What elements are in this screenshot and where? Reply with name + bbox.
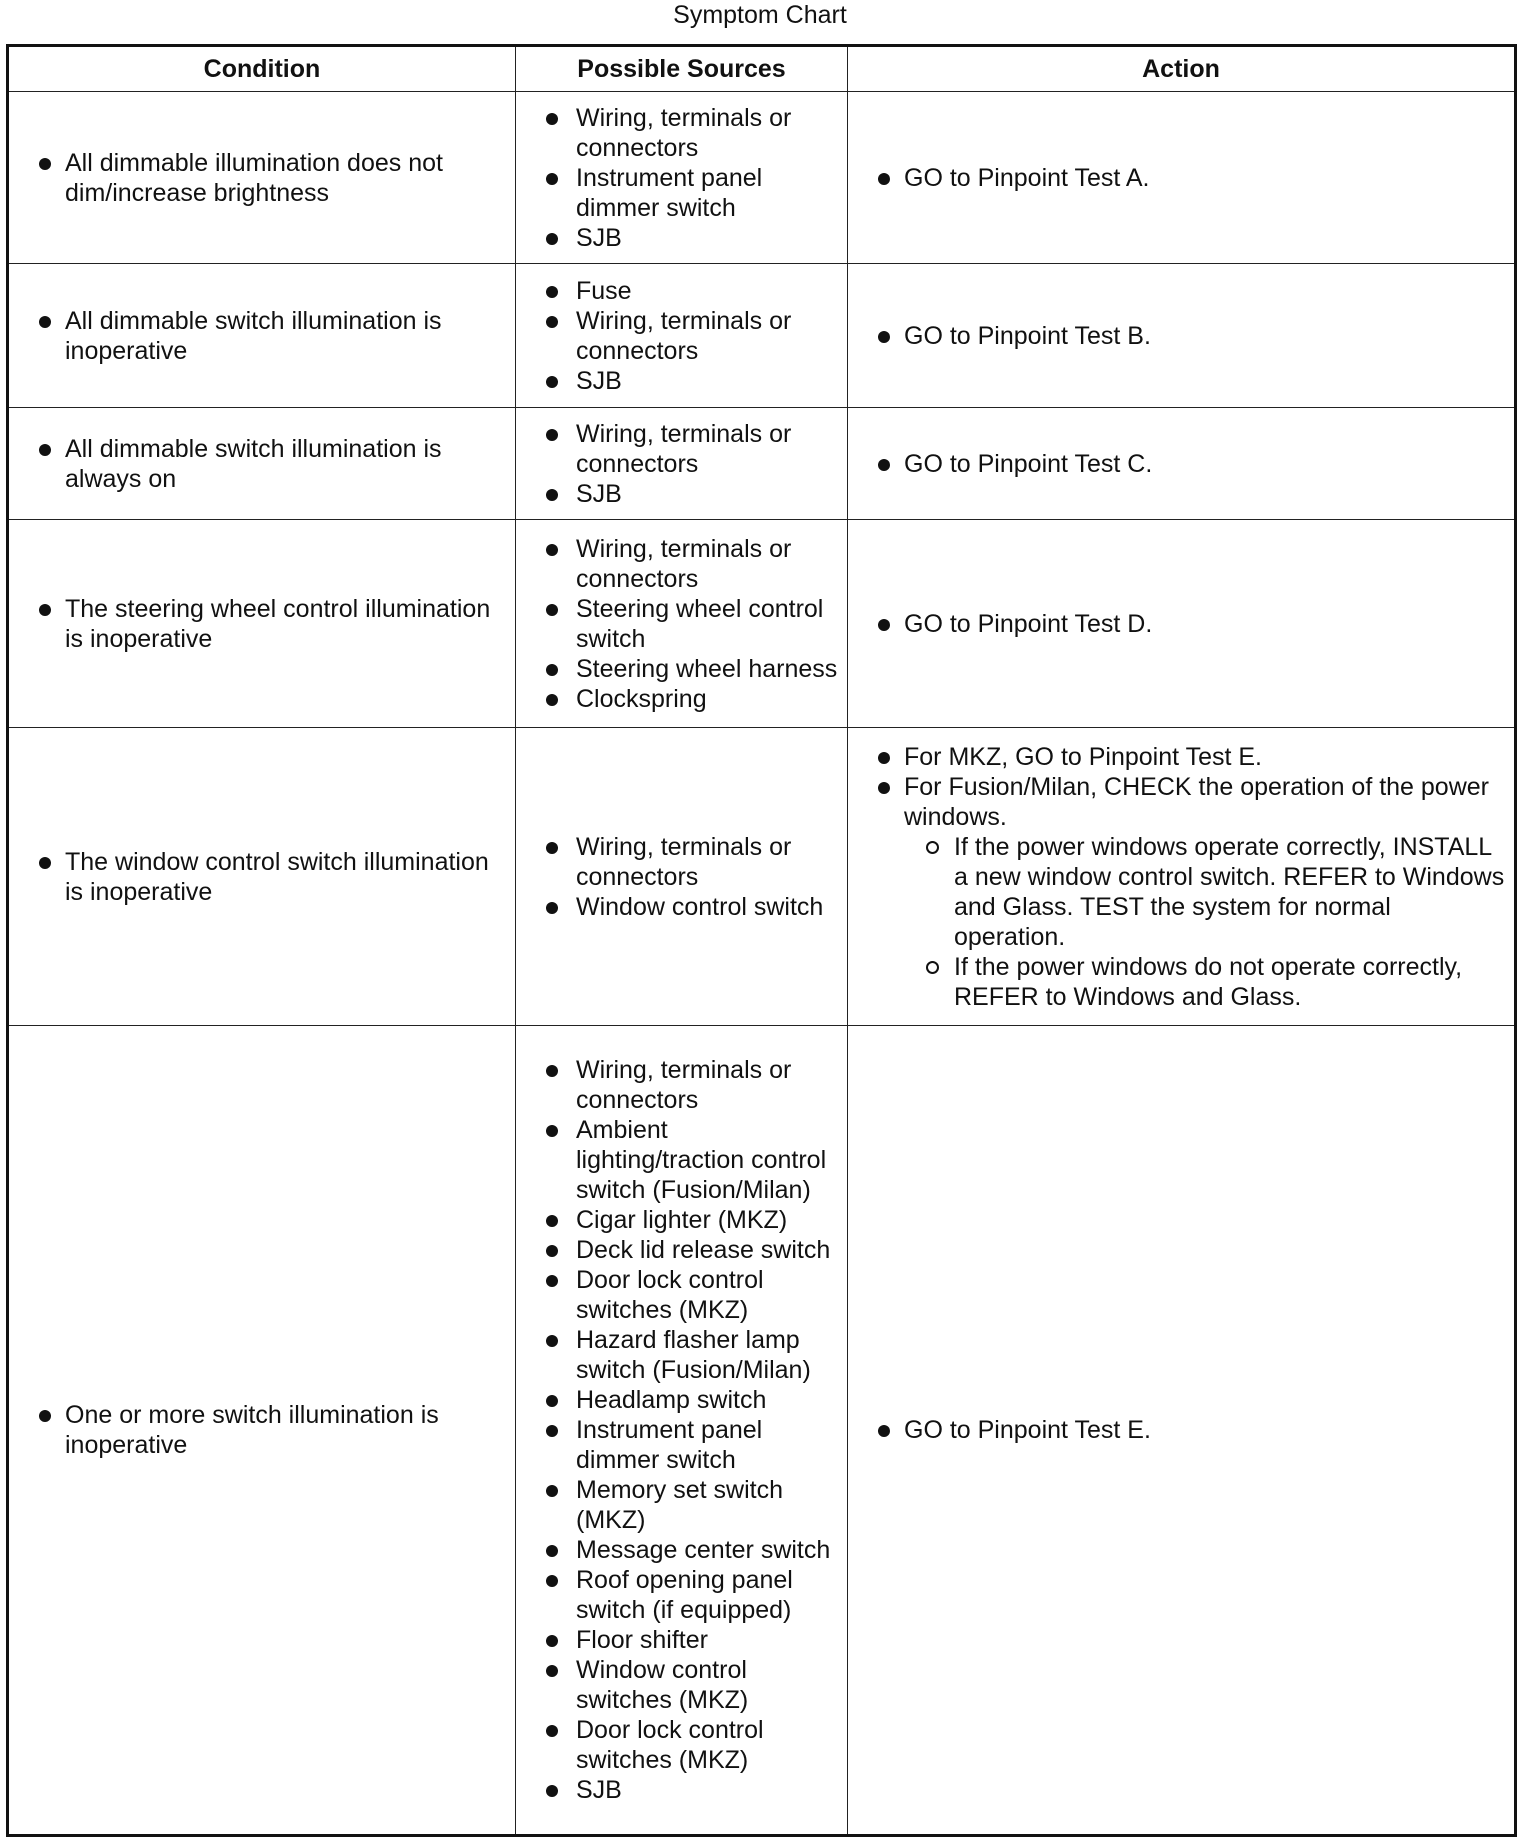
source-item: Wiring, terminals or connectors — [524, 419, 839, 479]
source-item: Fuse — [524, 276, 839, 306]
table-body — [8, 92, 1516, 1836]
source-item: Deck lid release switch — [524, 1235, 839, 1265]
source-item: Wiring, terminals or connectors — [524, 103, 839, 163]
source-item: Door lock control switches (MKZ) — [524, 1265, 839, 1325]
chart-title: Symptom Chart — [673, 1, 847, 29]
source-item: Instrument panel dimmer switch — [524, 163, 839, 223]
action-subitem: If the power windows do not operate correctly, REFER to Windows and Glass. — [904, 952, 1506, 1012]
sources-cell — [516, 1026, 848, 1836]
action-cell — [848, 264, 1516, 408]
action-item: GO to Pinpoint Test B. — [856, 321, 1506, 351]
action-cell — [848, 520, 1516, 728]
source-item: SJB — [524, 223, 839, 253]
source-item: Ambient lighting/traction control switch (Fusion/Milan) — [524, 1115, 839, 1205]
action-cell — [848, 408, 1516, 520]
source-item: Wiring, terminals or connectors — [524, 832, 839, 892]
source-item: Headlamp switch — [524, 1385, 839, 1415]
sources-cell — [516, 408, 848, 520]
condition-item: All dimmable illumination does not dim/increase brightness — [17, 148, 507, 208]
source-item: Hazard flasher lamp switch (Fusion/Milan) — [524, 1325, 839, 1385]
source-item: SJB — [524, 479, 839, 509]
source-item: Wiring, terminals or connectors — [524, 1055, 839, 1115]
action-subitem: If the power windows operate correctly, INSTALL a new window control switch. REFER to Windows and Glass. TEST the system for normal operation. — [904, 832, 1506, 952]
condition-cell — [8, 92, 516, 264]
condition-item: All dimmable switch illumination is always on — [17, 434, 507, 494]
symptom-chart-table — [6, 44, 1517, 1837]
action-item — [856, 742, 1506, 772]
sources-cell — [516, 264, 848, 408]
action-cell — [848, 92, 1516, 264]
source-item: Window control switch — [524, 892, 839, 922]
condition-item: All dimmable switch illumination is inoperative — [17, 306, 507, 366]
source-item: Steering wheel harness — [524, 654, 839, 684]
action-text: For Fusion/Milan, CHECK the operation of the power windows. — [904, 772, 1489, 831]
action-cell — [848, 728, 1516, 1026]
source-item: Memory set switch (MKZ) — [524, 1475, 839, 1535]
source-item: Clockspring — [524, 684, 839, 714]
condition-item: The window control switch illumination is inoperative — [17, 847, 507, 907]
source-item: Window control switches (MKZ) — [524, 1655, 839, 1715]
sources-cell — [516, 728, 848, 1026]
condition-cell — [8, 520, 516, 728]
source-item: Door lock control switches (MKZ) — [524, 1715, 839, 1775]
source-item: Wiring, terminals or connectors — [524, 534, 839, 594]
source-item: Cigar lighter (MKZ) — [524, 1205, 839, 1235]
table-row — [8, 1026, 1516, 1836]
source-item: Roof opening panel switch (if equipped) — [524, 1565, 839, 1625]
condition-cell — [8, 264, 516, 408]
column-header-action: Action — [848, 46, 1516, 92]
table-row — [8, 520, 1516, 728]
condition-cell — [8, 408, 516, 520]
action-item: GO to Pinpoint Test C. — [856, 449, 1506, 479]
action-cell — [848, 1026, 1516, 1836]
source-item: Floor shifter — [524, 1625, 839, 1655]
source-item: Message center switch — [524, 1535, 839, 1565]
condition-cell — [8, 728, 516, 1026]
sources-cell — [516, 520, 848, 728]
condition-cell — [8, 1026, 516, 1836]
source-item: Instrument panel dimmer switch — [524, 1415, 839, 1475]
source-item: Wiring, terminals or connectors — [524, 306, 839, 366]
source-item: Steering wheel control switch — [524, 594, 839, 654]
column-header-condition: Condition — [8, 46, 516, 92]
table-row — [8, 92, 1516, 264]
column-header-possible-sources: Possible Sources — [516, 46, 848, 92]
header-row — [8, 46, 1516, 92]
condition-item: The steering wheel control illumination is inoperative — [17, 594, 507, 654]
action-item: GO to Pinpoint Test A. — [856, 163, 1506, 193]
condition-item: One or more switch illumination is inoperative — [17, 1400, 507, 1460]
action-item: GO to Pinpoint Test E. — [856, 1415, 1506, 1445]
action-item: GO to Pinpoint Test D. — [856, 609, 1506, 639]
action-text: For MKZ, GO to Pinpoint Test E. — [904, 742, 1262, 771]
table-row — [8, 264, 1516, 408]
action-item — [856, 772, 1506, 1012]
sources-cell — [516, 92, 848, 264]
source-item: SJB — [524, 366, 839, 396]
table-row — [8, 728, 1516, 1026]
table-row — [8, 408, 1516, 520]
source-item: SJB — [524, 1775, 839, 1805]
